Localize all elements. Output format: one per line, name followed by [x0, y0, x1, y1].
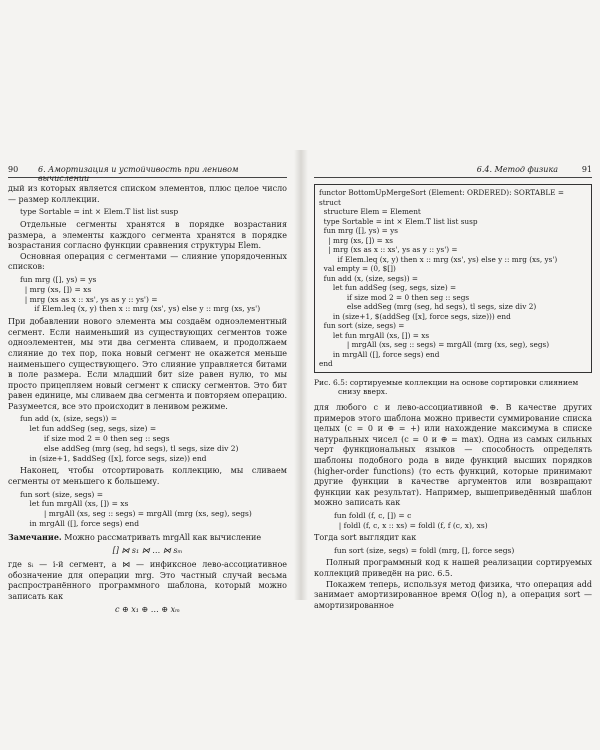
page-number-left: 90 [8, 165, 19, 174]
remark-label: Замечание. [8, 531, 62, 542]
code-block: fun mrg ([], ys) = ys | mrg (xs, []) = xs | mrg (xs as x :: xs', ys as y :: ys') = if Elem.leq (x, y) then x :: mrg (xs', ys) else y :: mrg (xs, ys') [20, 274, 261, 314]
code-block: fun sort (size, segs) = foldl (mrg, [], force segs) [334, 545, 515, 555]
code-block: fun sort (size, segs) = let fun mrgAll (xs, []) = xs | mrgAll (xs, seg :: segs) = mrgAll (mrg (xs, seg), segs) in mrgAll ([], force segs) end [20, 489, 252, 529]
math-display: c ⊕ x₁ ⊕ … ⊕ xₘ [115, 605, 180, 615]
paragraph: дый из которых является списком элементов, плюс целое число — размер коллекции. [8, 184, 287, 204]
paragraph: Наконец, чтобы отсортировать коллекцию, мы сливаем сегменты от меньшего к большему. [8, 466, 287, 487]
math-display: [] ⋈ s₁ ⋈ … ⋈ sₘ [112, 546, 183, 556]
paragraph: При добавлении нового элемента мы создаём одноэлементный сегмент. Если наименьший из существующих сегментов тоже одноэлементен, мы эти два сегмента сливаем, и продолжаем слияние до тех пор, пока новый сегмент не окажется меньше наименьшего существующего. Это слияние управляется битами в поле размера. Если младший бит size равен нулю, то мы просто прицепляем новый сегмент к списку сегментов. Это бит равен единице, мы сливаем два сегмента и повторяем операцию. Разумеется, все это происходит в ленивом режиме. [8, 317, 287, 411]
page-number-right: 91 [581, 165, 592, 174]
running-head-title-right: 6.4. Метод физика [476, 165, 558, 174]
right-page [306, 165, 600, 610]
remark-text: Можно рассматривать mrgAll как вычисление [61, 532, 262, 542]
running-head-left [8, 165, 287, 183]
left-page-body [0, 184, 295, 616]
running-head-title-left: 6. Амортизация и устойчивость при ленивом вычислении [38, 165, 239, 183]
remark-paragraph [8, 532, 287, 544]
code-block: type Sortable = int × Elem.T list list susp [20, 207, 179, 217]
left-page [0, 165, 295, 615]
right-page-body [306, 184, 600, 611]
paragraph: Покажем теперь, используя метод физика, что операция add занимает амортизированное время O(log n), а операция sort — амортизированное [314, 579, 592, 610]
paragraph: для любого c и лево-ассоциативной ⊕. В качестве других примеров этого шаблона можно привести суммирование списка целых (c = 0 и ⊕ = +) или нахождение максимума в списке натуральных чисел (c = 0 и ⊕ = max). Одна из самых сильных черт функциональных языков — способность определять шаблоны подобного рода в виде функций высших порядков (higher-order functions) (то есть функций, которые принимают другие функции в качестве аргументов или возвращают функции как результат). Например, вышеприведённый шаблон можно записать как [314, 403, 592, 508]
paragraph: Тогда sort выглядит как [314, 533, 417, 543]
paragraph: где sᵢ — i-й сегмент, а ⋈ — инфиксное лево-ассоциативное обозначение для операции mrg. Это частный случай весьма распространённого программного шаблона, который можно записать как [8, 560, 287, 601]
paragraph: Отдельные сегменты хранятся в порядке возрастания размера, а элементы каждого сегмента хранятся в порядке возрастания согласно функции сравнения структуры Elem. [8, 219, 287, 251]
figure-code-box: functor BottomUpMergeSort (Element: ORDERED): SORTABLE = struct structure Elem = Element type Sortable = int × Elem.T list list susp fun mrg ([], ys) = ys | mrg (xs, []) = xs | mrg (xs as x :: xs', ys as y :: ys') = if Elem.leq (x, y) then x :: mrg (xs', ys) else y :: mrg (xs, ys') val empty = (0, $[]) fun add (x, (size, segs)) = let fun addSeg (seg, segs, size) = if size mod 2 = 0 then seg :: segs else addSeg (mrg (seg, hd segs), tl segs, size div 2) in (size+1, $(addSeg ([x], force segs, size))) end fun sort (size, segs) = let fun mrgAll (xs, []) = xs | mrgAll (xs, seg :: segs) = mrgAll (mrg (xs, seg), segs) in mrgAll ([], force segs) end end [314, 184, 592, 373]
paragraph: Основная операция с сегментами — слияние упорядоченных списков: [8, 251, 287, 272]
paragraph: Полный программный код к нашей реализации сортируемых коллекций приведён на рис. 6.5. [314, 558, 592, 578]
code-block: fun add (x, (size, segs)) = let fun addSeg (seg, segs, size) = if size mod 2 = 0 then seg :: segs else addSeg (mrg (seg, hd segs), tl segs, size div 2) in (size+1, $addSeg ([x], force segs, size)) end [20, 414, 239, 463]
code-block: fun foldl (f, c, []) = c | foldl (f, c, x :: xs) = foldl (f, f (c, x), xs) [334, 511, 488, 530]
running-head-right [314, 165, 592, 178]
figure-caption: Рис. 6.5: сортируемые коллекции на основе сортировки слиянием снизу вверх. [314, 377, 579, 397]
